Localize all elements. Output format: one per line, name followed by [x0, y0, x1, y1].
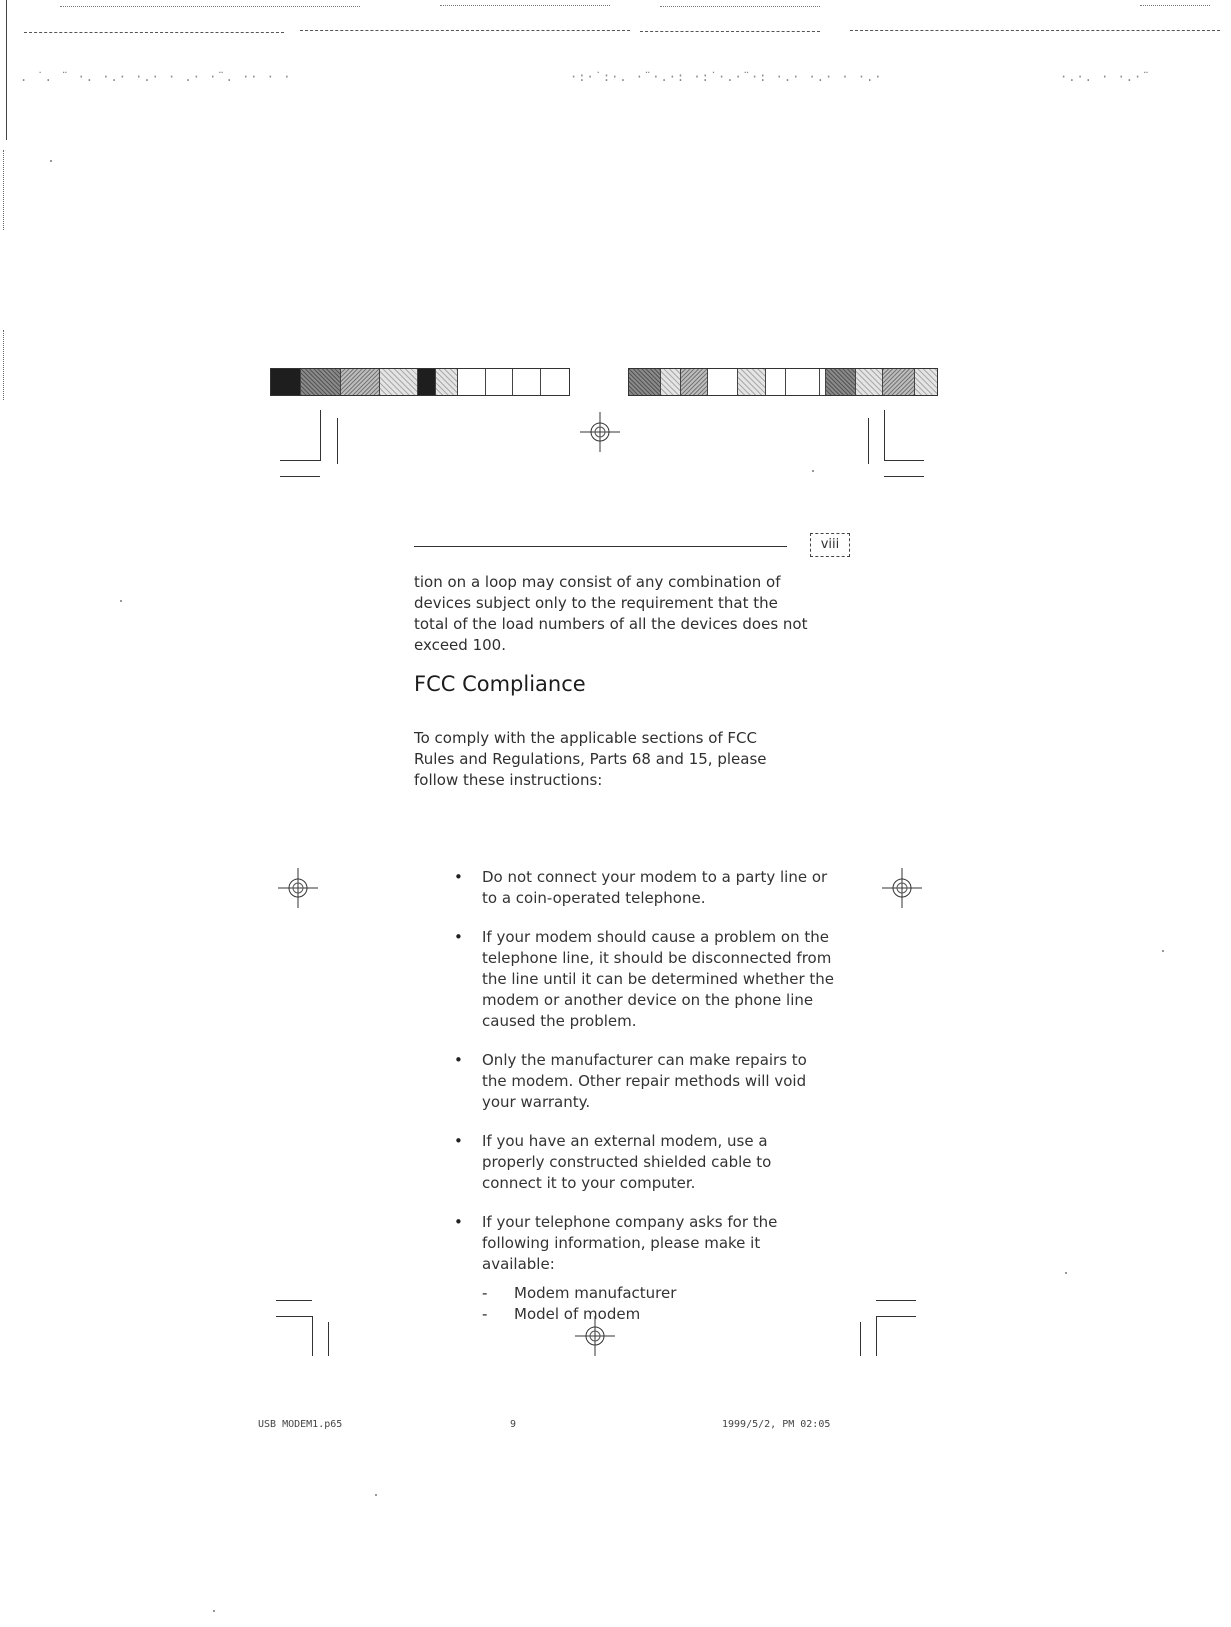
- scan-speck: [1065, 1272, 1067, 1274]
- scan-speck: [1162, 950, 1164, 952]
- scan-noise-text-mid: ·:·˙:·. ·¨·.·: ·:˙·.·¨·: ·.· ·.· · ·.·: [570, 70, 883, 84]
- list-item-text: If your telephone company asks for the following information, please make it available:: [482, 1213, 778, 1273]
- scan-speck: [120, 600, 122, 602]
- sublist-item: - Model of modem: [482, 1304, 834, 1325]
- list-item: • If you have an external modem, use a properly constructed shielded cable to connect it to your computer.: [454, 1131, 834, 1194]
- page-number: viii: [810, 533, 850, 557]
- instruction-list: [454, 867, 834, 1343]
- intro-text: tion on a loop may consist of any combination of devices subject only to the requirement that the total of the load numbers of all the devices does not exceed 100.: [414, 573, 808, 654]
- lead-text: To comply with the applicable sections of FCC Rules and Regulations, Parts 68 and 15, please follow these instructions:: [414, 729, 767, 789]
- scan-speck: [213, 1610, 215, 1612]
- registration-bar-right: [628, 368, 938, 396]
- scan-noise-text-right: ·.·. · ·.·¨: [1060, 70, 1151, 84]
- list-item-with-subitems: [454, 1212, 834, 1325]
- scan-noise-text-left: . ˙. ¨ ·. ·.· ·.· · .· ·¨. ·· · ·: [20, 70, 292, 84]
- sublist-item: - Modem manufacturer: [482, 1283, 834, 1304]
- header-rule: [414, 546, 787, 547]
- list-item: • If your modem should cause a problem on the telephone line, it should be disconnected from the line until it can be determined whether the modem or another device on the phone line caused the problem.: [454, 927, 834, 1032]
- info-sublist: [482, 1283, 834, 1325]
- registration-target-right-icon: [882, 868, 922, 908]
- scan-left-edge: [0, 0, 8, 420]
- scan-speck: [50, 160, 52, 162]
- scan-noise-header: [0, 0, 1231, 120]
- list-item: • Do not connect your modem to a party line or to a coin-operated telephone.: [454, 867, 834, 909]
- lead-paragraph: [414, 728, 794, 791]
- scan-speck: [812, 470, 814, 472]
- registration-target-left-icon: [278, 868, 318, 908]
- scan-speck: [375, 1494, 377, 1496]
- section-heading: FCC Compliance: [414, 672, 586, 696]
- footer-filename: USB MODEM1.p65: [258, 1419, 343, 1430]
- list-item: • Only the manufacturer can make repairs to the modem. Other repair methods will void your warranty.: [454, 1050, 834, 1113]
- footer-page: 9: [510, 1419, 517, 1430]
- intro-paragraph: [414, 572, 814, 656]
- registration-bar-left: [270, 368, 570, 396]
- registration-target-top-icon: [580, 412, 620, 452]
- footer-datetime: 1999/5/2, PM 02:05: [722, 1419, 831, 1430]
